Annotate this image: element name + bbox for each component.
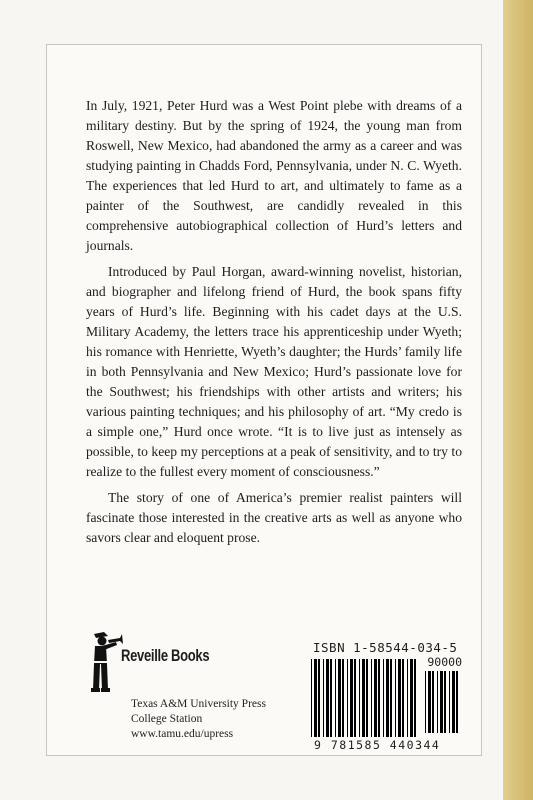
barcode-bar (326, 659, 329, 737)
barcode-bar (386, 659, 389, 737)
barcode-bar (314, 659, 317, 737)
barcode-bar (318, 659, 320, 737)
barcode (310, 655, 462, 739)
isbn-label: ISBN 1-58544-034-5 (313, 640, 458, 655)
barcode-bar (449, 671, 450, 733)
barcode-bar (390, 659, 392, 737)
barcode-bar (437, 671, 438, 733)
barcode-bar (444, 671, 446, 733)
barcode-bar (338, 659, 341, 737)
barcode-bar (407, 659, 408, 737)
barcode-bar (371, 659, 372, 737)
imprint-brand: Reveille Books (121, 646, 210, 665)
publisher-info (131, 697, 266, 742)
price-code: 90000 (427, 655, 462, 669)
blurb-paragraph-3: The story of one of America’s premier realist painters will fascinate those interested in the creative arts as well as anyone who savors clear and eloquent prose. (86, 490, 462, 545)
barcode-bar (359, 659, 360, 737)
barcode-bar (362, 659, 365, 737)
spine-edge (503, 0, 533, 800)
barcode-bar (440, 671, 443, 733)
barcode-bar (428, 671, 431, 733)
barcode-bar (383, 659, 384, 737)
blurb-paragraph-1: In July, 1921, Peter Hurd was a West Point plebe with dreams of a military destiny. But by the spring of 1924, the young man from Roswell, New Mexico, had abandoned the army as a career and was studying painting in Chadds Ford, Pennsylvania, under N. C. Wyeth. The experiences that led Hurd to art, and ultimately to fame as a painter of the Southwest, are candidly revealed in this comprehensive autobiographical collection of Hurd’s letters and journals. (86, 98, 462, 253)
barcode-bar (342, 659, 344, 737)
barcode-bar (350, 659, 353, 737)
publisher-url: www.tamu.edu/upress (131, 728, 234, 740)
publisher-name: Texas A&M University Press (131, 698, 266, 710)
barcode-bar (330, 659, 332, 737)
barcode-bar (347, 659, 348, 737)
publisher-city: College Station (131, 713, 203, 725)
barcode-bar (425, 671, 426, 733)
barcode-bar (402, 659, 404, 737)
barcode-bar (452, 671, 455, 733)
barcode-bar (410, 659, 413, 737)
barcode-bar (398, 659, 401, 737)
ean-barcode (310, 659, 420, 741)
barcode-bar (354, 659, 356, 737)
price-barcode (424, 671, 462, 737)
barcode-bar (432, 671, 434, 733)
cover-blurb (86, 96, 462, 548)
barcode-bar (378, 659, 380, 737)
barcode-bar (456, 671, 458, 733)
barcode-bar (414, 659, 416, 737)
barcode-bar (335, 659, 336, 737)
barcode-bar (311, 659, 312, 737)
barcode-bar (323, 659, 324, 737)
barcode-bar (395, 659, 396, 737)
blurb-paragraph-2: Introduced by Paul Horgan, award-winning novelist, historian, and biographer and lifelong friend of Hurd, the book spans fifty years of Hurd’s life. Beginning with his cadet days at the U.S. Military Academy, the letters trace his apprenticeship under Wyeth; his romance with Henriette, Wyeth’s daughter; the Hurds’ family life in both Pennsylvania and New Mexico; Hurd’s passionate love for the Southwest; his friendships with other artists and writers; his various painting techniques; and his philosophy of art. “My credo is a simple one,” Hurd once wrote. “It is to live just as intensely as possible, to keep my perceptions at a peak of sensitivity, and to try to realize to the fullest every moment of consciousness.” (86, 264, 462, 479)
barcode-bar (366, 659, 368, 737)
barcode-bar (374, 659, 377, 737)
ean-digits: 9 781585 440344 (314, 738, 441, 752)
